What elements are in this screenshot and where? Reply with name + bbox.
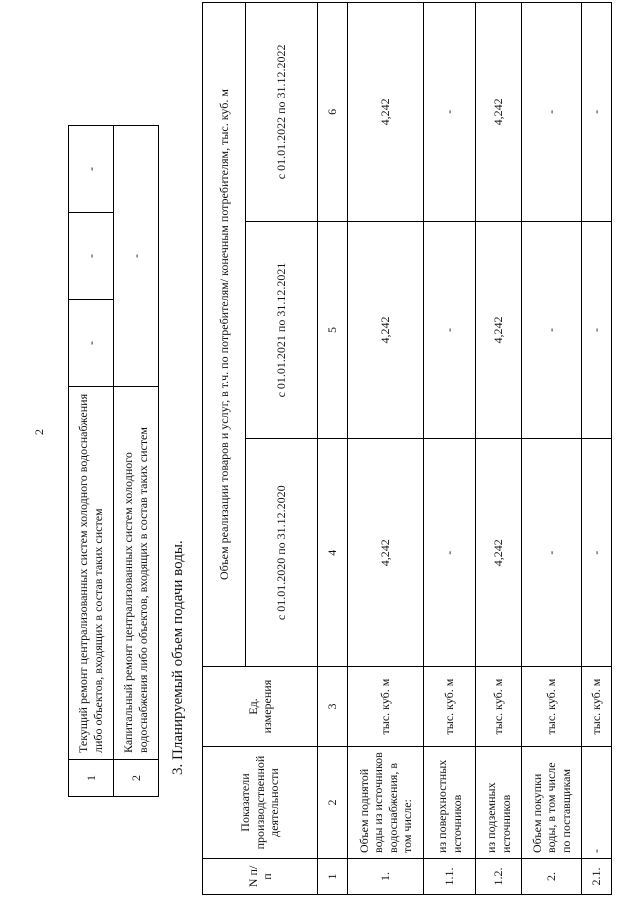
row-value: -	[69, 126, 114, 213]
row-number: 1	[69, 760, 114, 797]
row-value-2020: -	[582, 439, 612, 667]
row-value-2021: 4,242	[348, 221, 424, 439]
row-number: 2	[114, 760, 159, 797]
numbering-row	[318, 3, 348, 895]
row-name: Текущий ремонт централизованных систем холодного водоснабжения либо объектов, входящих в состав таких систем	[69, 387, 114, 760]
header-row	[203, 3, 246, 895]
header-n: N п/п	[203, 859, 318, 895]
row-unit: тыс. куб. м	[424, 667, 476, 747]
table-row	[69, 126, 114, 797]
row-value-2022: 4,242	[476, 3, 522, 222]
row-indicator: -	[582, 747, 612, 859]
row-name: Капитальный ремонт централизованных систем холодного водоснабжения либо объектов, входящих в состав таких систем	[114, 387, 159, 760]
header-period-2022: с 01.01.2022 по 31.12.2022	[246, 3, 318, 222]
row-value-2020: 4,242	[476, 439, 522, 667]
header-period-2020: с 01.01.2020 по 31.12.2020	[246, 439, 318, 667]
table-row	[582, 3, 612, 895]
column-number: 4	[318, 439, 348, 667]
column-number: 1	[318, 859, 348, 895]
column-number: 6	[318, 3, 348, 222]
row-value-2022: -	[522, 3, 582, 222]
row-indicator: Объем поднятой воды из источников водоснабжения, в том числе:	[348, 747, 424, 859]
section-title: 3. Планируемый объем подачи воды.	[170, 540, 186, 775]
table-row	[114, 126, 159, 797]
row-unit: тыс. куб. м	[582, 667, 612, 747]
row-value-2021: -	[522, 221, 582, 439]
row-value-2021: 4,242	[476, 221, 522, 439]
column-number: 5	[318, 221, 348, 439]
row-value-2022: 4,242	[348, 3, 424, 222]
table-row	[424, 3, 476, 895]
column-number: 3	[318, 667, 348, 747]
table-row	[348, 3, 424, 895]
repair-table	[68, 125, 159, 797]
header-group: Объем реализации товаров и услуг, в т.ч. по потребителям/ конечным потребителям, тыс. куб. м	[203, 3, 246, 667]
column-number: 2	[318, 747, 348, 859]
row-n: 1.	[348, 859, 424, 895]
row-value-2022: -	[582, 3, 612, 222]
row-indicator: Объем покупки воды, в том числе по поставщикам	[522, 747, 582, 859]
row-n: 2.1.	[582, 859, 612, 895]
header-unit: Ед. измерения	[203, 667, 318, 747]
row-value-2020: -	[522, 439, 582, 667]
table-row	[476, 3, 522, 895]
row-value-2021: -	[424, 221, 476, 439]
row-indicator: из поверхностных источников	[424, 747, 476, 859]
row-indicator: из подземных источников	[476, 747, 522, 859]
row-unit: тыс. куб. м	[476, 667, 522, 747]
row-unit: тыс. куб. м	[348, 667, 424, 747]
row-n: 2.	[522, 859, 582, 895]
row-n: 1.2.	[476, 859, 522, 895]
row-value-2022: -	[424, 3, 476, 222]
table-row	[522, 3, 582, 895]
row-value-2020: -	[424, 439, 476, 667]
row-value-2020: 4,242	[348, 439, 424, 667]
header-period-2021: с 01.01.2021 по 31.12.2021	[246, 221, 318, 439]
row-unit: тыс. куб. м	[522, 667, 582, 747]
water-supply-table	[202, 2, 612, 895]
row-value: -	[69, 213, 114, 300]
row-n: 1.1.	[424, 859, 476, 895]
row-value-2021: -	[582, 221, 612, 439]
header-indicator: Показатели производственной деятельности	[203, 747, 318, 859]
page-number: 2	[32, 429, 46, 435]
row-value: -	[69, 300, 114, 387]
row-value: -	[114, 126, 159, 387]
